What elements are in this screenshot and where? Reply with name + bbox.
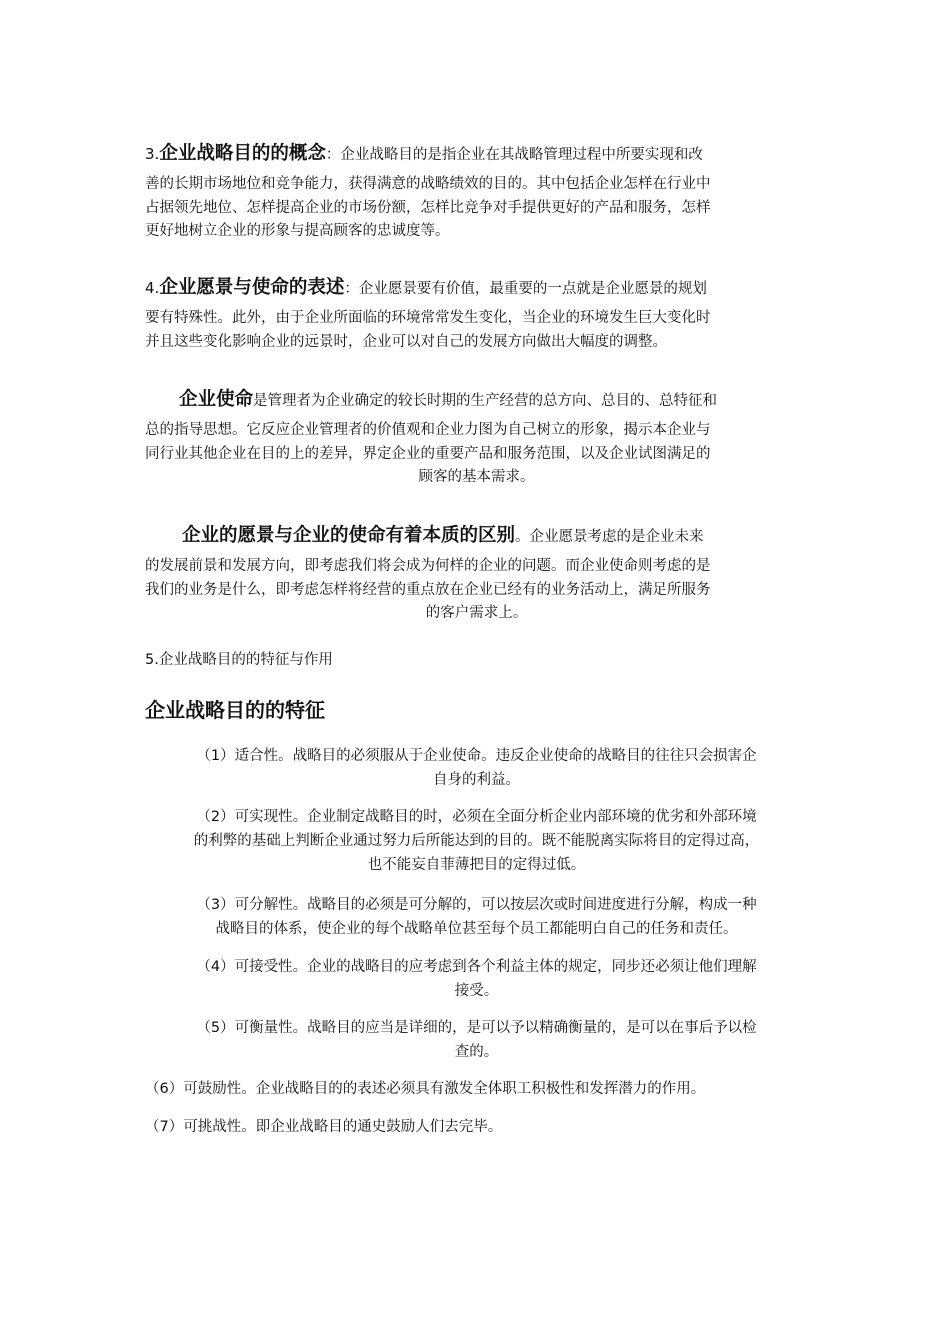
feature-item: （7）可挑战性。即企业战略目的通史鼓励人们去完毕。 (145, 1119, 503, 1135)
section-3-paragraph: 3.企业战略目的的概念：企业战略目的是指企业在其战略管理过程中所要实现和改 善的长期市场地位和竞争能力，获得满意的战略绩效的目的。其中包括企业怎样在行业中 占据领先地位、怎样提高企业的市场份额，怎样比竞争对手提供更好的产品和服务，怎样 更好地树立企业的形象与提高顾客的忠诚度等。 (145, 138, 808, 244)
paragraph-line: 总的指导思想。它反应企业管理者的价值观和企业力图为自己树立的形象，揭示本企业与 (145, 422, 711, 438)
feature-item: （2）可实现性。企业制定战略目的时，必须在全面分析企业内部环境的优劣和外部环境 的利弊的基础上判断企业通过努力后所能达到的目的。既不能脱离实际将目的定得过高， 也不能妄自菲薄把目的定得过低。 (193, 809, 760, 873)
section-5-title: 5.企业战略目的的特征与作用 (145, 652, 333, 668)
section-number: 4. (145, 279, 160, 297)
paragraph-line: 并且这些变化影响企业的远景时，企业可以对自己的发展方向做出大幅度的调整。 (145, 333, 667, 350)
section-number: 3. (145, 145, 160, 163)
paragraph-line: 同行业其他企业在目的上的差异，界定企业的重要产品和服务范围，以及企业试图满足的 (145, 445, 711, 462)
mission-term: 企业使命 (179, 389, 254, 410)
paragraph-line: 更好地树立企业的形象与提高顾客的忠诚度等。 (145, 223, 450, 239)
section-title: 企业战略目的的概念 (159, 143, 326, 164)
feature-item: （1）适合性。战略目的必须服从于企业使命。违反企业使命的战略目的往往只会损害企 自身的利益。 (196, 748, 757, 788)
paragraph-line: 的客户需求上。 (425, 605, 528, 621)
paragraph-line: 善的长期市场地位和竞争能力，获得满意的战略绩效的目的。其中包括企业怎样在行业中 (145, 176, 711, 192)
paragraph-text: 是管理者为企业确定的较长时期的生产经营的总方向、总目的、总特征和 (253, 393, 718, 409)
feature-item: （4）可接受性。企业的战略目的应考虑到各个利益主体的规定，同步还必须让他们理解 接受。 (196, 959, 757, 999)
feature-item: （6）可鼓励性。企业战略目的的表述必须具有激发全体职工积极性和发挥潜力的作用。 (145, 1081, 706, 1097)
paragraph-line: 顾客的基本需求。 (418, 469, 535, 485)
paragraph-line: 占据领先地位、怎样提高企业的市场份额，怎样比竞争对手提供更好的产品和服务，怎样 (145, 199, 711, 216)
features-heading: 企业战略目的的特征 (145, 698, 325, 722)
feature-item: （5）可衡量性。战略目的应当是详细的，是可以予以精确衡量的，是可以在事后予以检 查的。 (196, 1020, 757, 1060)
section-title: 企业愿景与使命的表述 (159, 277, 345, 298)
paragraph-text: 企业愿景要有价值，最重要的一点就是企业愿景的规划 (358, 281, 707, 297)
paragraph-line: 我们的业务是什么，即考虑怎样将经营的重点放在企业已经有的业务活动上，满足所服务 (145, 581, 711, 598)
mission-paragraph (145, 384, 808, 490)
paragraph-line: 的发展前景和发展方向，即考虑我们将会成为何样的企业的问题。而企业使命则考虑的是 (145, 558, 711, 574)
paragraph-line: 要有特殊性。此外，由于企业所面临的环境常常发生变化，当企业的环境发生巨大变化时 (145, 310, 711, 326)
section-4-paragraph: 4.企业愿景与使命的表述：企业愿景要有价值，最重要的一点就是企业愿景的规划 要有特殊性。此外，由于企业所面临的环境常常发生变化，当企业的环境发生巨大变化时 并且这些变化影响企业的远景时，企业可以对自己的发展方向做出大幅度的调整。 (145, 272, 808, 354)
feature-item: （3）可分解性。战略目的必须是可分解的，可以按层次或时间进度进行分解，构成一种 战略目的体系，使企业的每个战略单位甚至每个员工都能明白自己的任务和责任。 (196, 897, 757, 937)
difference-paragraph (145, 520, 808, 626)
paragraph-text: 。企业愿景考虑的是企业未来 (515, 529, 704, 545)
paragraph-text: 企业战略目的是指企业在其战略管理过程中所要实现和改 (340, 147, 703, 163)
difference-term: 企业的愿景与企业的使命有着本质的区别 (182, 525, 516, 546)
